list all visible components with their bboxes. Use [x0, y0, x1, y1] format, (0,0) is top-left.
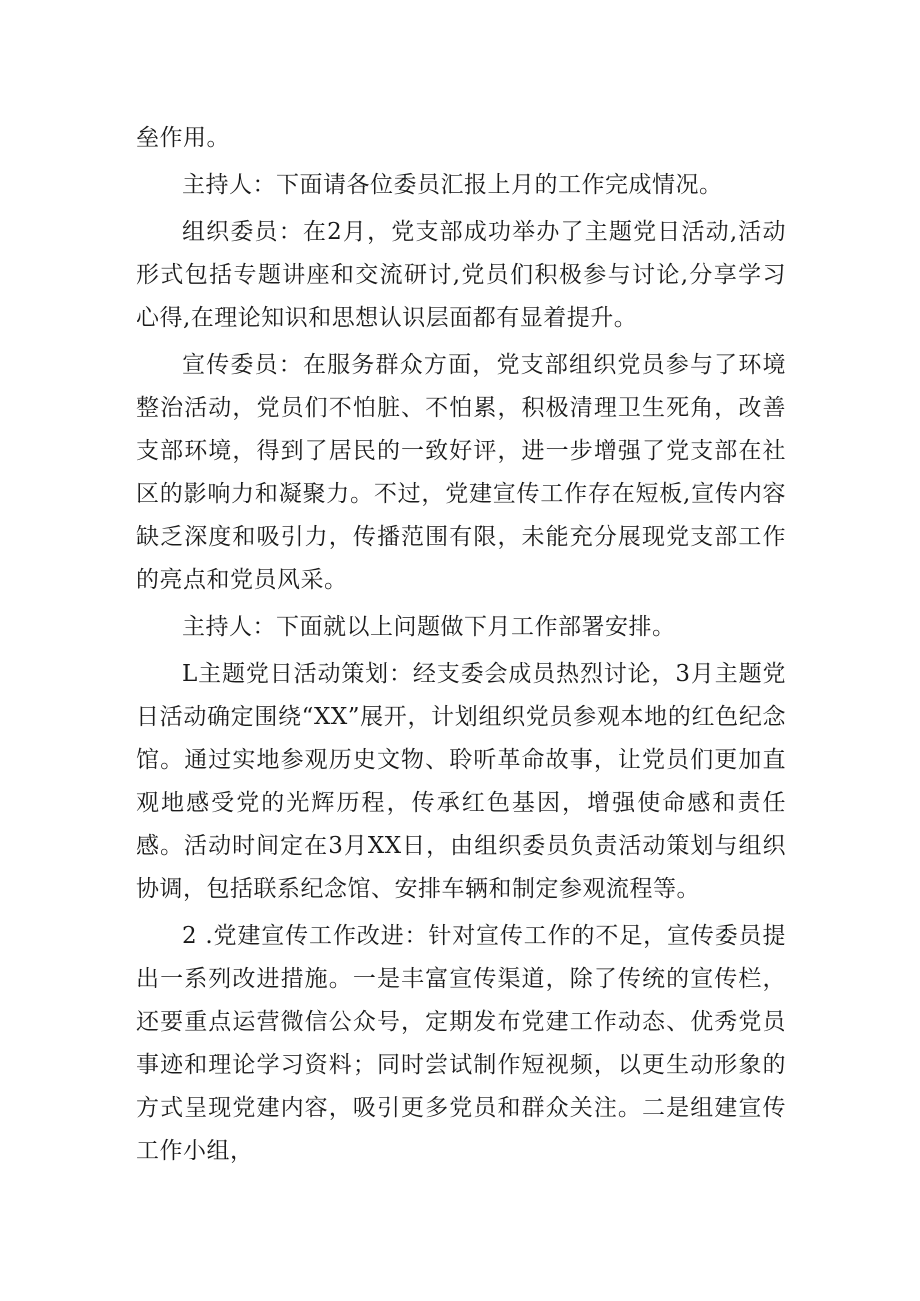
paragraph-host-arrangement: 主持人：下面就以上问题做下月工作部署安排。	[182, 614, 676, 640]
paragraph-item-2: 2 .党建宣传工作改进：针对宣传工作的不足，宣传委员提出一系列改进措施。一是丰富宣传渠道，除了传统的宣传栏，还要重点运营微信公众号，定期发布党建工作动态、优秀党员事迹和理论学习资料；同时尝试制作短视频，以更生动形象的方式呈现党建内容，吸引更多党员和群众关注。二是组建宣传工作小组，	[136, 923, 786, 1164]
paragraph-publicity-report: 宣传委员：在服务群众方面，党支部组织党员参与了环境整治活动，党员们不怕脏、不怕累，积极清理卫生死角，改善支部环境，得到了居民的一致好评，进一步增强了党支部在社区的影响力和凝聚力。不过，党建宣传工作存在短板,宣传内容缺乏深度和吸引力，传播范围有限，未能充分展现党支部工作的亮点和党员风采。	[136, 352, 786, 593]
paragraph-item-1: L主题党日活动策划：经支委会成员热烈讨论，3月主题党日活动确定围绕“XX”展开，计划组织党员参观本地的红色纪念馆。通过实地参观历史文物、聆听革命故事，让党员们更加直观地感受党的光辉历程，传承红色基因，增强使命感和责任感。活动时间定在3月XX日，由组织委员负责活动策划与组织协调，包括联系纪念馆、安排车辆和制定参观流程等。	[136, 661, 786, 902]
paragraph-host-intro: 主持人：下面请各位委员汇报上月的工作完成情况。	[182, 172, 723, 198]
paragraph-continuation: 垒作用。	[136, 125, 230, 151]
paragraph-organization-report: 组织委员：在2月，党支部成功举办了主题党日活动,活动形式包括专题讲座和交流研讨,党员们积极参与讨论,分享学习心得,在理论知识和思想认识层面都有显着提升。	[136, 219, 786, 331]
document-body	[136, 117, 786, 1173]
